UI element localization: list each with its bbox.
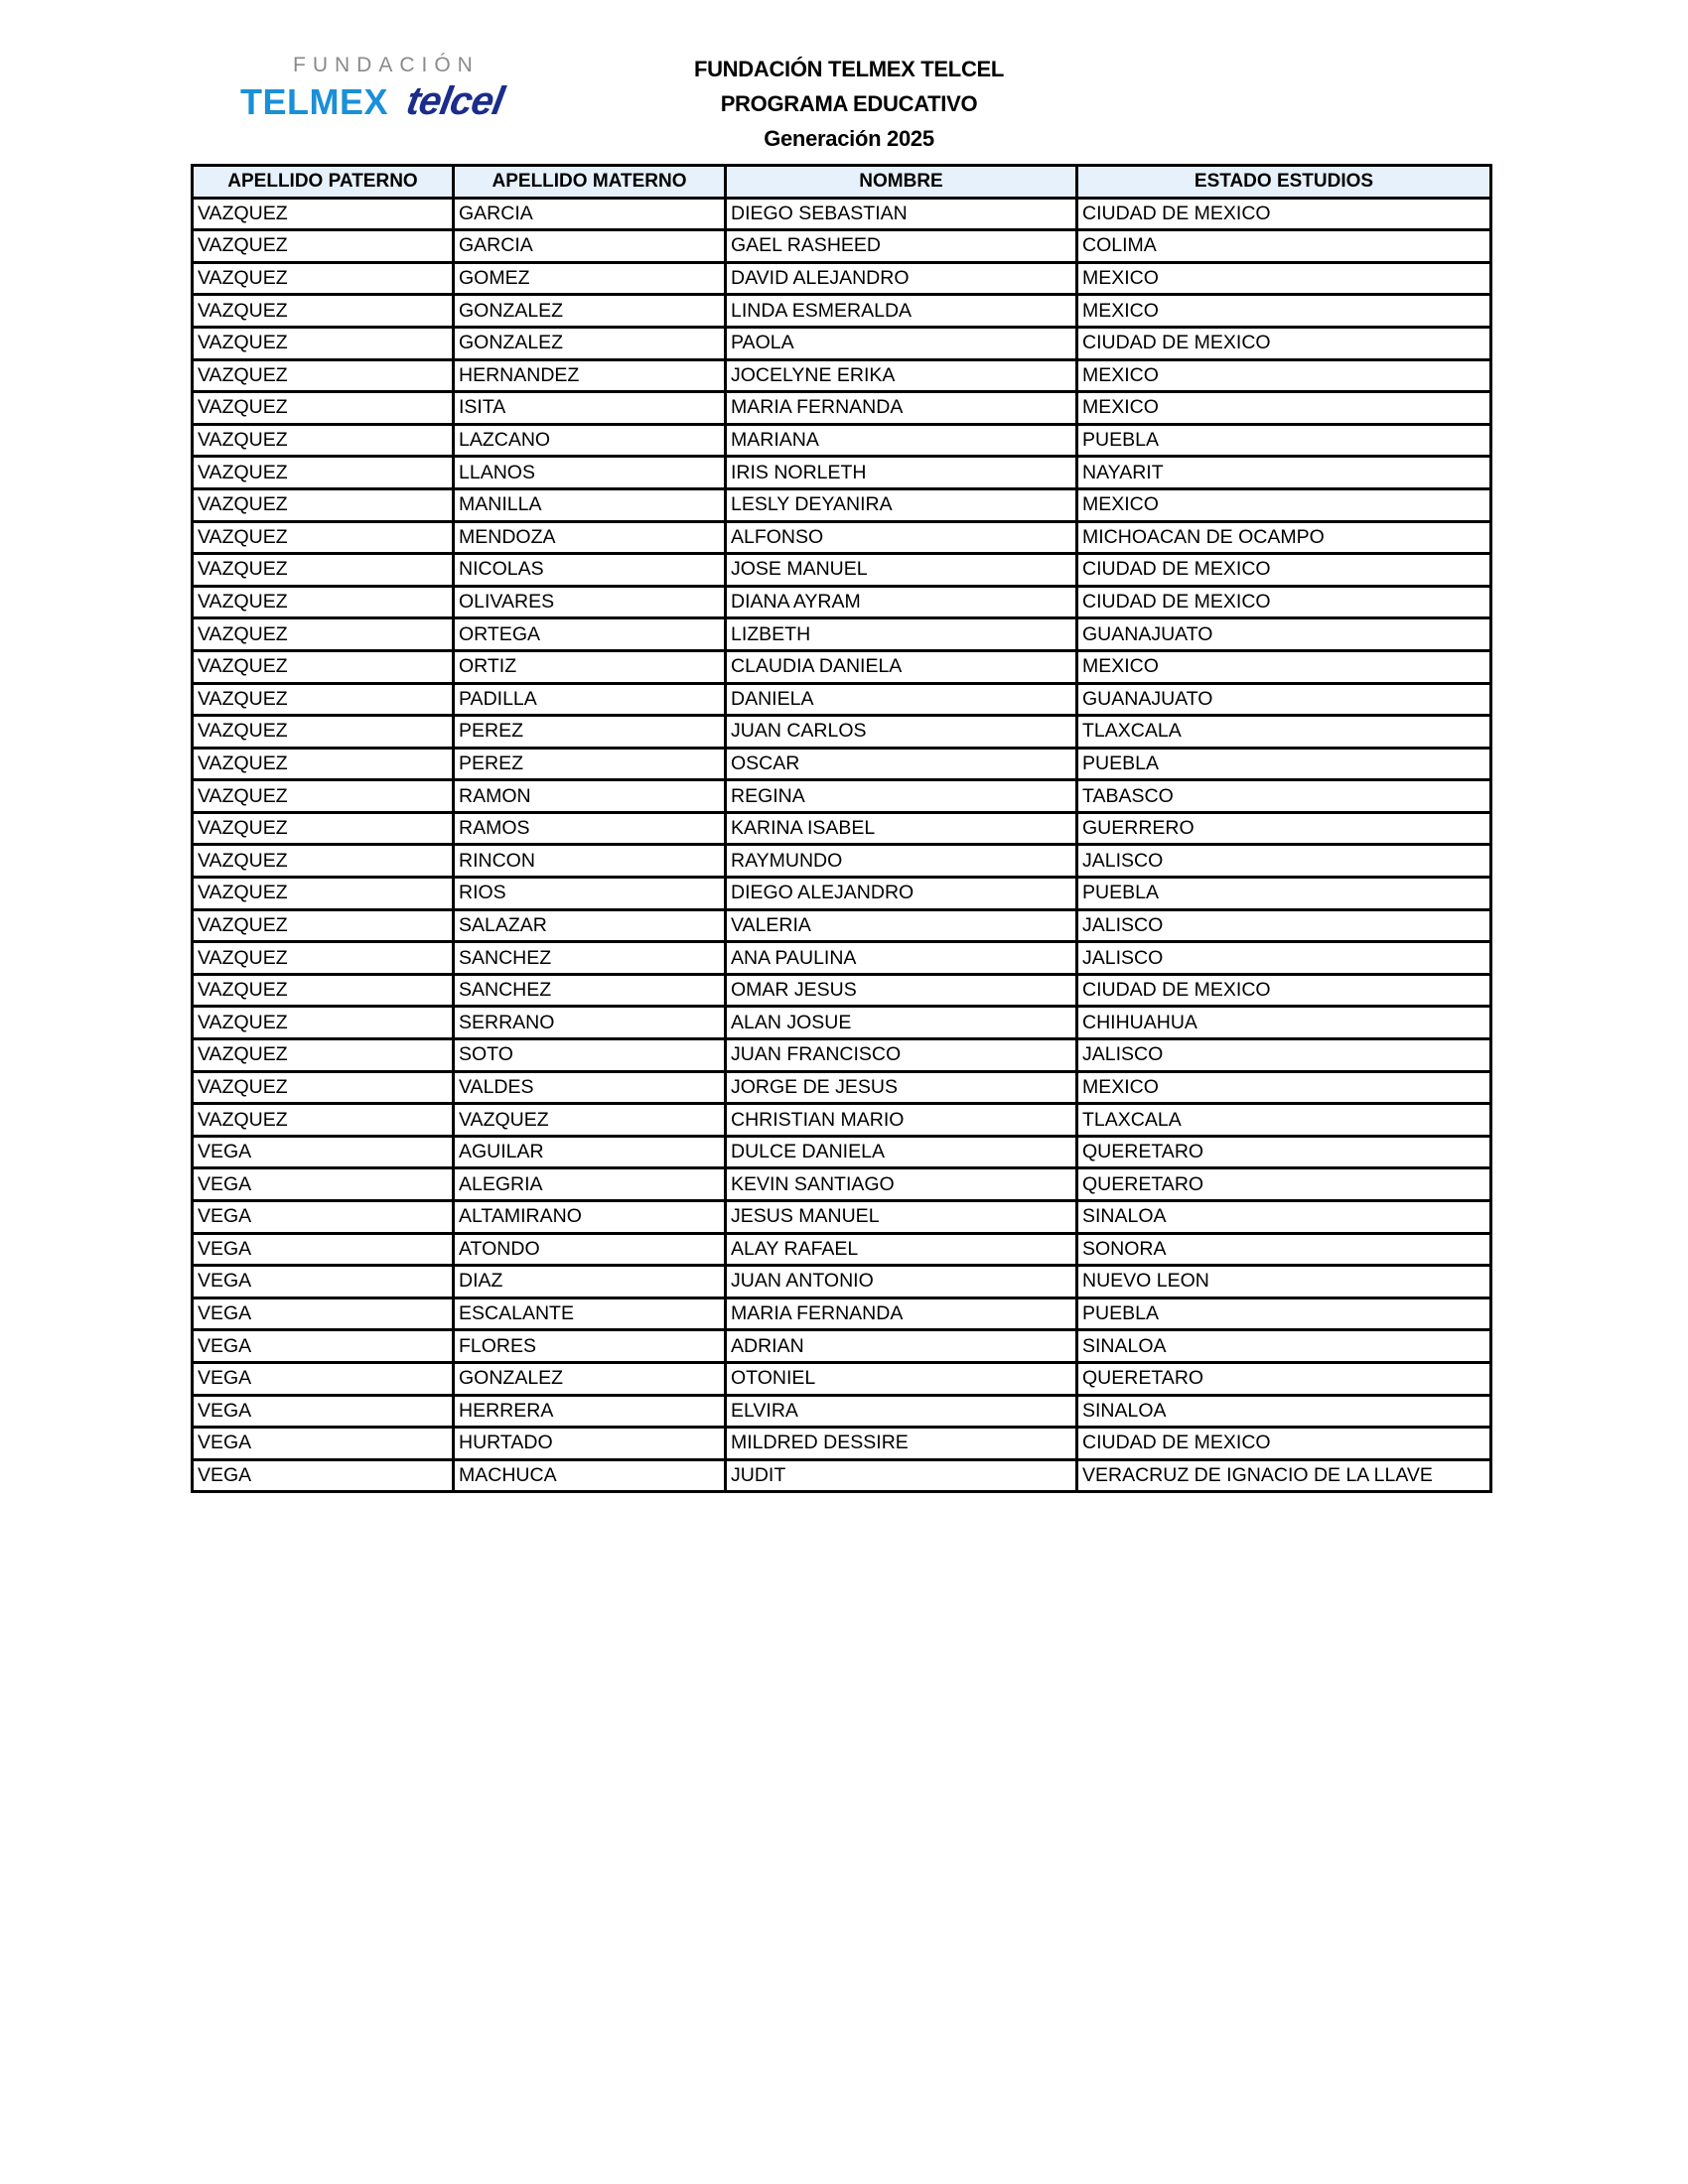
cell-apellido-paterno: VAZQUEZ — [193, 521, 454, 554]
cell-estado-estudios: JALISCO — [1077, 845, 1491, 878]
cell-nombre: CLAUDIA DANIELA — [726, 650, 1077, 683]
cell-apellido-materno: NICOLAS — [454, 554, 726, 587]
cell-estado-estudios: JALISCO — [1077, 1039, 1491, 1072]
cell-apellido-paterno: VEGA — [193, 1168, 454, 1201]
cell-apellido-paterno: VAZQUEZ — [193, 262, 454, 295]
table-row — [193, 1104, 1491, 1137]
cell-apellido-paterno: VAZQUEZ — [193, 488, 454, 521]
table-row — [193, 942, 1491, 975]
document-subtitle: PROGRAMA EDUCATIVO — [720, 91, 978, 116]
cell-nombre: OTONIEL — [726, 1362, 1077, 1395]
cell-nombre: RAYMUNDO — [726, 845, 1077, 878]
cell-apellido-materno: GONZALEZ — [454, 1362, 726, 1395]
column-header-nombre: NOMBRE — [726, 166, 1077, 199]
table-row — [193, 1039, 1491, 1072]
column-header-apellido-paterno: APELLIDO PATERNO — [193, 166, 454, 199]
cell-apellido-paterno: VEGA — [193, 1266, 454, 1298]
cell-apellido-paterno: VAZQUEZ — [193, 1071, 454, 1104]
cell-nombre: MARIANA — [726, 424, 1077, 457]
cell-apellido-paterno: VAZQUEZ — [193, 1104, 454, 1137]
cell-apellido-materno: GARCIA — [454, 230, 726, 263]
column-header-apellido-materno: APELLIDO MATERNO — [454, 166, 726, 199]
cell-apellido-materno: LAZCANO — [454, 424, 726, 457]
cell-estado-estudios: COLIMA — [1077, 230, 1491, 263]
cell-apellido-paterno: VAZQUEZ — [193, 748, 454, 780]
cell-apellido-paterno: VAZQUEZ — [193, 650, 454, 683]
cell-apellido-materno: VALDES — [454, 1071, 726, 1104]
table-header-row — [193, 166, 1491, 199]
cell-apellido-materno: ALTAMIRANO — [454, 1201, 726, 1234]
table-row — [193, 650, 1491, 683]
cell-apellido-materno: LLANOS — [454, 457, 726, 489]
cell-nombre: DANIELA — [726, 683, 1077, 716]
cell-estado-estudios: CIUDAD DE MEXICO — [1077, 327, 1491, 359]
cell-nombre: JUDIT — [726, 1459, 1077, 1492]
cell-estado-estudios: CHIHUAHUA — [1077, 1007, 1491, 1039]
cell-apellido-paterno: VEGA — [193, 1362, 454, 1395]
cell-nombre: ALAY RAFAEL — [726, 1233, 1077, 1266]
cell-estado-estudios: VERACRUZ DE IGNACIO DE LA LLAVE — [1077, 1459, 1491, 1492]
cell-apellido-materno: MENDOZA — [454, 521, 726, 554]
cell-apellido-paterno: VAZQUEZ — [193, 618, 454, 651]
fundacion-telmex-telcel-logo — [238, 54, 546, 123]
cell-apellido-materno: MANILLA — [454, 488, 726, 521]
table-row — [193, 327, 1491, 359]
table-row — [193, 1297, 1491, 1330]
cell-apellido-paterno: VAZQUEZ — [193, 780, 454, 813]
cell-nombre: DULCE DANIELA — [726, 1136, 1077, 1168]
cell-estado-estudios: MEXICO — [1077, 392, 1491, 425]
table-row — [193, 295, 1491, 328]
cell-estado-estudios: GUERRERO — [1077, 812, 1491, 845]
cell-apellido-materno: SANCHEZ — [454, 974, 726, 1007]
table-body — [193, 198, 1491, 1492]
cell-nombre: LESLY DEYANIRA — [726, 488, 1077, 521]
cell-estado-estudios: PUEBLA — [1077, 878, 1491, 910]
cell-estado-estudios: NAYARIT — [1077, 457, 1491, 489]
table-row — [193, 1201, 1491, 1234]
table-row — [193, 262, 1491, 295]
cell-nombre: ANA PAULINA — [726, 942, 1077, 975]
cell-apellido-materno: ESCALANTE — [454, 1297, 726, 1330]
cell-apellido-materno: PEREZ — [454, 748, 726, 780]
cell-apellido-paterno: VAZQUEZ — [193, 392, 454, 425]
cell-nombre: OMAR JESUS — [726, 974, 1077, 1007]
cell-apellido-paterno: VAZQUEZ — [193, 586, 454, 618]
cell-apellido-paterno: VEGA — [193, 1136, 454, 1168]
table-row — [193, 780, 1491, 813]
cell-nombre: DIEGO SEBASTIAN — [726, 198, 1077, 230]
cell-estado-estudios: CIUDAD DE MEXICO — [1077, 554, 1491, 587]
table-row — [193, 845, 1491, 878]
cell-estado-estudios: CIUDAD DE MEXICO — [1077, 974, 1491, 1007]
cell-nombre: KEVIN SANTIAGO — [726, 1168, 1077, 1201]
cell-apellido-materno: ORTEGA — [454, 618, 726, 651]
logo-fundacion-text: FUNDACIÓN — [293, 54, 480, 76]
cell-estado-estudios: PUEBLA — [1077, 748, 1491, 780]
cell-apellido-paterno: VEGA — [193, 1428, 454, 1460]
cell-apellido-paterno: VAZQUEZ — [193, 327, 454, 359]
table-row — [193, 586, 1491, 618]
cell-nombre: DIEGO ALEJANDRO — [726, 878, 1077, 910]
cell-nombre: JOSE MANUEL — [726, 554, 1077, 587]
cell-apellido-materno: GONZALEZ — [454, 327, 726, 359]
cell-estado-estudios: GUANAJUATO — [1077, 683, 1491, 716]
cell-apellido-materno: MACHUCA — [454, 1459, 726, 1492]
cell-estado-estudios: TABASCO — [1077, 780, 1491, 813]
cell-apellido-paterno: VAZQUEZ — [193, 295, 454, 328]
cell-apellido-materno: RAMON — [454, 780, 726, 813]
cell-nombre: ELVIRA — [726, 1395, 1077, 1428]
cell-apellido-materno: SANCHEZ — [454, 942, 726, 975]
table-row — [193, 1168, 1491, 1201]
table-row — [193, 683, 1491, 716]
cell-nombre: ADRIAN — [726, 1330, 1077, 1363]
table-row — [193, 1459, 1491, 1492]
cell-nombre: ALFONSO — [726, 521, 1077, 554]
cell-nombre: JESUS MANUEL — [726, 1201, 1077, 1234]
cell-nombre: MILDRED DESSIRE — [726, 1428, 1077, 1460]
cell-nombre: GAEL RASHEED — [726, 230, 1077, 263]
logo-telcel-text: telcel — [403, 79, 507, 123]
cell-apellido-materno: SOTO — [454, 1039, 726, 1072]
table-row — [193, 1330, 1491, 1363]
table-row — [193, 359, 1491, 392]
cell-apellido-materno: SERRANO — [454, 1007, 726, 1039]
cell-apellido-paterno: VAZQUEZ — [193, 878, 454, 910]
students-table — [191, 164, 1492, 1493]
cell-nombre: JUAN FRANCISCO — [726, 1039, 1077, 1072]
cell-apellido-paterno: VAZQUEZ — [193, 1039, 454, 1072]
cell-apellido-materno: HERNANDEZ — [454, 359, 726, 392]
cell-apellido-paterno: VAZQUEZ — [193, 716, 454, 749]
table-row — [193, 1362, 1491, 1395]
cell-apellido-paterno: VAZQUEZ — [193, 424, 454, 457]
cell-estado-estudios: MEXICO — [1077, 359, 1491, 392]
table-row — [193, 1007, 1491, 1039]
cell-estado-estudios: CIUDAD DE MEXICO — [1077, 1428, 1491, 1460]
table-row — [193, 1136, 1491, 1168]
table-row — [193, 974, 1491, 1007]
cell-apellido-paterno: VAZQUEZ — [193, 457, 454, 489]
document-generation: Generación 2025 — [764, 126, 934, 151]
cell-estado-estudios: TLAXCALA — [1077, 716, 1491, 749]
cell-nombre: ALAN JOSUE — [726, 1007, 1077, 1039]
cell-nombre: CHRISTIAN MARIO — [726, 1104, 1077, 1137]
table-row — [193, 1428, 1491, 1460]
cell-apellido-materno: ATONDO — [454, 1233, 726, 1266]
cell-apellido-paterno: VEGA — [193, 1201, 454, 1234]
column-header-estado-estudios: ESTADO ESTUDIOS — [1077, 166, 1491, 199]
cell-nombre: JUAN CARLOS — [726, 716, 1077, 749]
cell-nombre: LINDA ESMERALDA — [726, 295, 1077, 328]
cell-estado-estudios: SINALOA — [1077, 1201, 1491, 1234]
table-row — [193, 909, 1491, 942]
cell-estado-estudios: MEXICO — [1077, 650, 1491, 683]
cell-nombre: OSCAR — [726, 748, 1077, 780]
cell-apellido-materno: GOMEZ — [454, 262, 726, 295]
table-row — [193, 1266, 1491, 1298]
cell-apellido-paterno: VEGA — [193, 1297, 454, 1330]
cell-estado-estudios: MEXICO — [1077, 488, 1491, 521]
table-row — [193, 488, 1491, 521]
cell-apellido-paterno: VEGA — [193, 1233, 454, 1266]
table-row — [193, 554, 1491, 587]
table-row — [193, 1395, 1491, 1428]
cell-apellido-paterno: VEGA — [193, 1330, 454, 1363]
cell-estado-estudios: QUERETARO — [1077, 1136, 1491, 1168]
cell-apellido-materno: RIOS — [454, 878, 726, 910]
table-row — [193, 198, 1491, 230]
cell-apellido-paterno: VAZQUEZ — [193, 942, 454, 975]
cell-apellido-materno: OLIVARES — [454, 586, 726, 618]
document-title: FUNDACIÓN TELMEX TELCEL — [693, 57, 1005, 81]
cell-apellido-materno: HURTADO — [454, 1428, 726, 1460]
cell-estado-estudios: PUEBLA — [1077, 424, 1491, 457]
cell-apellido-materno: PEREZ — [454, 716, 726, 749]
cell-apellido-materno: RAMOS — [454, 812, 726, 845]
cell-estado-estudios: QUERETARO — [1077, 1362, 1491, 1395]
cell-nombre: JOCELYNE ERIKA — [726, 359, 1077, 392]
cell-estado-estudios: CIUDAD DE MEXICO — [1077, 586, 1491, 618]
cell-apellido-materno: ALEGRIA — [454, 1168, 726, 1201]
cell-apellido-paterno: VAZQUEZ — [193, 230, 454, 263]
cell-apellido-paterno: VAZQUEZ — [193, 812, 454, 845]
cell-estado-estudios: TLAXCALA — [1077, 1104, 1491, 1137]
cell-nombre: REGINA — [726, 780, 1077, 813]
cell-estado-estudios: QUERETARO — [1077, 1168, 1491, 1201]
table-row — [193, 457, 1491, 489]
table-row — [193, 424, 1491, 457]
cell-apellido-paterno: VAZQUEZ — [193, 554, 454, 587]
table-row — [193, 812, 1491, 845]
cell-apellido-materno: PADILLA — [454, 683, 726, 716]
cell-apellido-materno: DIAZ — [454, 1266, 726, 1298]
cell-estado-estudios: JALISCO — [1077, 909, 1491, 942]
cell-apellido-paterno: VAZQUEZ — [193, 359, 454, 392]
cell-apellido-paterno: VAZQUEZ — [193, 974, 454, 1007]
table-row — [193, 716, 1491, 749]
table-row — [193, 521, 1491, 554]
cell-apellido-materno: FLORES — [454, 1330, 726, 1363]
table-row — [193, 878, 1491, 910]
cell-apellido-paterno: VEGA — [193, 1459, 454, 1492]
cell-estado-estudios: SINALOA — [1077, 1330, 1491, 1363]
logo-telmex-text: TELMEX — [240, 81, 389, 122]
cell-apellido-paterno: VAZQUEZ — [193, 198, 454, 230]
cell-apellido-materno: RINCON — [454, 845, 726, 878]
cell-nombre: KARINA ISABEL — [726, 812, 1077, 845]
cell-apellido-materno: AGUILAR — [454, 1136, 726, 1168]
cell-apellido-materno: ORTIZ — [454, 650, 726, 683]
cell-estado-estudios: MICHOACAN DE OCAMPO — [1077, 521, 1491, 554]
cell-estado-estudios: MEXICO — [1077, 1071, 1491, 1104]
cell-nombre: DAVID ALEJANDRO — [726, 262, 1077, 295]
cell-apellido-paterno: VAZQUEZ — [193, 845, 454, 878]
table-row — [193, 618, 1491, 651]
cell-apellido-paterno: VAZQUEZ — [193, 909, 454, 942]
cell-nombre: LIZBETH — [726, 618, 1077, 651]
cell-nombre: PAOLA — [726, 327, 1077, 359]
table-row — [193, 230, 1491, 263]
cell-estado-estudios: SONORA — [1077, 1233, 1491, 1266]
table-row — [193, 1233, 1491, 1266]
cell-apellido-materno: GONZALEZ — [454, 295, 726, 328]
cell-apellido-materno: VAZQUEZ — [454, 1104, 726, 1137]
cell-estado-estudios: MEXICO — [1077, 295, 1491, 328]
cell-apellido-materno: ISITA — [454, 392, 726, 425]
cell-apellido-paterno: VEGA — [193, 1395, 454, 1428]
cell-nombre: MARIA FERNANDA — [726, 392, 1077, 425]
table-row — [193, 748, 1491, 780]
cell-estado-estudios: MEXICO — [1077, 262, 1491, 295]
cell-apellido-materno: HERRERA — [454, 1395, 726, 1428]
table-row — [193, 392, 1491, 425]
cell-nombre: IRIS NORLETH — [726, 457, 1077, 489]
cell-nombre: VALERIA — [726, 909, 1077, 942]
document-header — [596, 52, 1102, 156]
cell-estado-estudios: GUANAJUATO — [1077, 618, 1491, 651]
cell-nombre: JORGE DE JESUS — [726, 1071, 1077, 1104]
cell-estado-estudios: CIUDAD DE MEXICO — [1077, 198, 1491, 230]
cell-estado-estudios: NUEVO LEON — [1077, 1266, 1491, 1298]
cell-apellido-materno: GARCIA — [454, 198, 726, 230]
cell-nombre: JUAN ANTONIO — [726, 1266, 1077, 1298]
cell-apellido-paterno: VAZQUEZ — [193, 1007, 454, 1039]
cell-estado-estudios: PUEBLA — [1077, 1297, 1491, 1330]
cell-estado-estudios: JALISCO — [1077, 942, 1491, 975]
cell-nombre: DIANA AYRAM — [726, 586, 1077, 618]
cell-apellido-materno: SALAZAR — [454, 909, 726, 942]
cell-apellido-paterno: VAZQUEZ — [193, 683, 454, 716]
cell-estado-estudios: SINALOA — [1077, 1395, 1491, 1428]
table-row — [193, 1071, 1491, 1104]
cell-nombre: MARIA FERNANDA — [726, 1297, 1077, 1330]
